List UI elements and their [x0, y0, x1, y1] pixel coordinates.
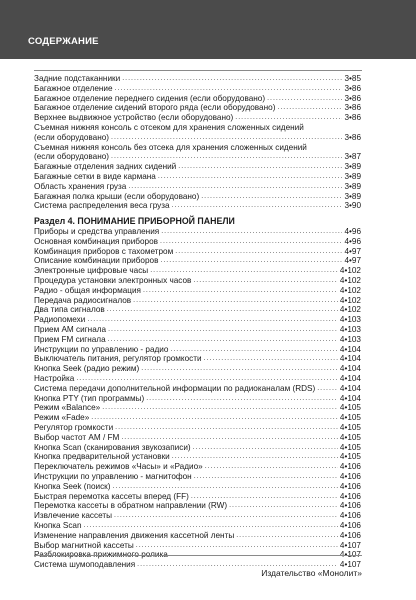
- toc-leader-dots: [172, 452, 338, 462]
- toc-leader-dots: [122, 74, 342, 84]
- toc-entry: [34, 227, 361, 237]
- toc-entry-title: Режим «Balance»: [34, 403, 101, 413]
- toc-entry-page: 3•85: [344, 74, 361, 83]
- toc-leader-dots: [115, 84, 343, 94]
- toc-entry-title: Система распределения веса груза: [34, 201, 170, 211]
- toc-leader-dots: [141, 364, 338, 374]
- toc-entry-title: Область хранения груза: [34, 181, 127, 191]
- toc-entry-page: 4•106: [339, 491, 361, 501]
- toc-entry: [34, 531, 361, 541]
- toc-entry-page: 4•106: [339, 520, 361, 530]
- toc-entry: [34, 462, 361, 472]
- toc-entry-page: 4•103: [339, 315, 361, 325]
- toc-entry: [34, 541, 361, 551]
- toc-entry-title: Инструкции по управлению - магнитофон: [34, 471, 192, 481]
- toc-entry-title: Багажные отделения задних сидений: [34, 162, 177, 172]
- toc-leader-dots: [128, 182, 342, 192]
- toc-leader-dots: [170, 345, 337, 355]
- toc-entry-title: (если оборудовано): [34, 152, 110, 162]
- toc-entry: [34, 276, 361, 286]
- toc-leader-dots: [115, 423, 338, 433]
- toc-entry: [34, 237, 361, 247]
- toc-leader-dots: [160, 237, 342, 247]
- toc-entry: [34, 256, 361, 266]
- section-4-title: Раздел 4. ПОНИМАНИЕ ПРИБОРНОЙ ПАНЕЛИ: [34, 216, 235, 226]
- toc-entry-title: Описание комбинации приборов: [34, 256, 159, 266]
- toc-entry: [34, 162, 361, 172]
- toc-entry-title: Режим «Fade»: [34, 413, 90, 423]
- toc-entry: [34, 305, 361, 315]
- toc-entry: [34, 413, 361, 423]
- toc-entry-page: 4•105: [339, 403, 361, 413]
- toc-entry-title: Электронные цифровые часы: [34, 266, 149, 276]
- toc-entry: [34, 247, 361, 257]
- toc-entry-page: 3•86: [344, 103, 361, 113]
- toc-entry: [34, 452, 361, 462]
- toc-leader-dots: [175, 247, 342, 257]
- toc-entry: [34, 501, 361, 511]
- toc-leader-dots: [191, 492, 338, 502]
- toc-entry-page: 4•104: [339, 393, 361, 403]
- toc-leader-dots: [111, 133, 342, 143]
- top-rule: [34, 70, 362, 71]
- toc-entry-page: 4•104: [339, 354, 361, 364]
- toc-entry-page: 4•107: [339, 540, 361, 550]
- toc-entry-page: 3•89: [344, 162, 361, 172]
- toc-entry-title: Два типа сигналов: [34, 305, 105, 315]
- toc-entry-title: Кнопка Scan (сканирования звукозаписи): [34, 442, 191, 452]
- toc-entry-page: 4•105: [339, 432, 361, 442]
- toc-entry-page: 4•103: [339, 324, 361, 334]
- section-4-block: [34, 215, 361, 227]
- toc-leader-dots: [236, 531, 338, 541]
- toc-entry-title: (если оборудовано): [34, 132, 110, 142]
- toc-entry: [34, 172, 361, 182]
- toc-leader-dots: [107, 305, 338, 315]
- toc-leader-dots: [121, 433, 338, 443]
- toc-entry-title: Задние подстаканники: [34, 74, 121, 83]
- toc-entry-page: 4•103: [339, 334, 361, 344]
- toc-entry-page: 4•107: [339, 560, 361, 570]
- toc-entry-page: 4•106: [339, 511, 361, 521]
- toc-entry: [34, 182, 361, 192]
- toc-leader-dots: [158, 172, 343, 182]
- toc-leader-dots: [76, 374, 338, 384]
- toc-entry-page: 4•102: [339, 305, 361, 315]
- toc-entry: [34, 103, 361, 113]
- toc-list-top: [34, 74, 361, 211]
- toc-entry-title: Изменение направления движения кассетной ленты: [34, 530, 235, 540]
- toc-leader-dots: [160, 256, 342, 266]
- toc-leader-dots: [111, 152, 342, 162]
- toc-entry: [34, 133, 361, 143]
- toc-entry-page: 4•104: [339, 364, 361, 374]
- toc-leader-dots: [143, 286, 338, 296]
- toc-leader-dots: [161, 227, 342, 237]
- toc-entry-page: 3•87: [344, 152, 361, 162]
- toc-leader-dots: [193, 276, 338, 286]
- toc-entry-page: 4•106: [339, 471, 361, 481]
- toc-entry-title: Багажные сетки в виде кармана: [34, 171, 156, 181]
- toc-entry-page: 4•106: [339, 530, 361, 540]
- toc-entry: [34, 143, 361, 153]
- toc-entry: [34, 201, 361, 211]
- toc-entry-title: Кнопка предварительной установки: [34, 452, 170, 462]
- toc-entry: [34, 394, 361, 404]
- toc-entry-page: 4•97: [344, 246, 361, 256]
- toc-leader-dots: [306, 123, 359, 133]
- toc-leader-dots: [194, 472, 338, 482]
- toc-entry: [34, 345, 361, 355]
- toc-entry-title: Настройка: [34, 373, 75, 383]
- toc-leader-dots: [150, 266, 338, 276]
- toc-entry: [34, 296, 361, 306]
- toc-leader-dots: [136, 541, 338, 551]
- toc-entry-title: Выключатель питания, регулятор громкости: [34, 354, 202, 364]
- toc-entry: [34, 335, 361, 345]
- toc-entry-page: 4•104: [339, 344, 361, 354]
- toc-entry: [34, 74, 361, 84]
- toc-entry: [34, 384, 361, 394]
- toc-entry: [34, 403, 361, 413]
- toc-leader-dots: [204, 354, 338, 364]
- toc-leader-dots: [235, 113, 342, 123]
- toc-entry: [34, 511, 361, 521]
- toc-entry-page: 4•102: [339, 266, 361, 276]
- toc-entry-title: Система передачи дополнительной информации по радиоканалам (RDS): [34, 383, 316, 393]
- toc-leader-dots: [133, 296, 338, 306]
- toc-entry-page: 4•104: [339, 373, 361, 383]
- toc-leader-dots: [87, 315, 338, 325]
- toc-entry-title: Система шумоподавления: [34, 560, 136, 570]
- toc-entry-title: Выбор частот AM / FM: [34, 432, 120, 442]
- toc-entry-title: Извлечение кассеты: [34, 511, 113, 521]
- toc-entry: [34, 482, 361, 492]
- toc-leader-dots: [277, 103, 342, 113]
- toc-entry-title: Основная комбинация приборов: [34, 236, 159, 246]
- toc-entry-title: Съемная нижняя консоль без отсека для хранения сложенных сидений: [34, 142, 307, 152]
- toc-leader-dots: [201, 192, 342, 202]
- toc-leader-dots: [108, 335, 338, 345]
- toc-entry-title: Передача радиосигналов: [34, 295, 132, 305]
- toc-leader-dots: [108, 325, 338, 335]
- header-bar: [0, 0, 416, 59]
- header-title: СОДЕРЖАНИЕ: [28, 36, 99, 47]
- toc-entry-page: 4•105: [339, 413, 361, 423]
- toc-entry-page: 3•89: [344, 191, 361, 201]
- toc-leader-dots: [267, 94, 342, 104]
- toc-entry: [34, 472, 361, 482]
- publisher-footer: Издательство «Монолит»: [261, 568, 362, 578]
- bottom-rule: [34, 555, 362, 556]
- toc-entry-page: 3•89: [344, 181, 361, 191]
- toc-leader-dots: [84, 521, 338, 531]
- toc-entry-page: 4•96: [344, 227, 361, 236]
- toc-entry: [34, 423, 361, 433]
- toc-entry-title: Кнопка PTY (тип программы): [34, 393, 145, 403]
- toc-entry: [34, 266, 361, 276]
- toc-entry: [34, 354, 361, 364]
- toc-entry: [34, 152, 361, 162]
- toc-entry-title: Багажное отделение: [34, 83, 113, 93]
- toc-entry-title: Верхнее выдвижное устройство (если оборудовано): [34, 113, 234, 123]
- toc-leader-dots: [317, 384, 338, 394]
- toc-entry-title: Выбор магнитной кассеты: [34, 540, 134, 550]
- toc-entry-page: 4•106: [339, 501, 361, 511]
- toc-entry-page: 3•86: [344, 113, 361, 123]
- toc-entry-title: Инструкции по управлению - радио: [34, 344, 169, 354]
- toc-entry-page: 4•96: [344, 236, 361, 246]
- toc-entry-title: Регулятор громкости: [34, 422, 114, 432]
- toc-entry-title: Приборы и средства управления: [34, 227, 160, 236]
- toc-entry-page: 3•89: [344, 171, 361, 181]
- toc-entry-page: 4•104: [339, 383, 361, 393]
- toc-entry-page: 3•86: [344, 83, 361, 93]
- toc-entry-title: Комбинация приборов с тахометром: [34, 246, 174, 256]
- toc-entry-title: Кнопка Seek (поиск): [34, 481, 111, 491]
- toc-entry: [34, 443, 361, 453]
- toc-leader-dots: [114, 511, 338, 521]
- toc-entry-page: 4•102: [339, 275, 361, 285]
- toc-leader-dots: [146, 394, 338, 404]
- toc-entry-title: Радиопомехи: [34, 315, 86, 325]
- toc-leader-dots: [113, 482, 338, 492]
- toc-entry-title: Процедура установки электронных часов: [34, 275, 192, 285]
- toc-entry-title: Радио - общая информация: [34, 285, 141, 295]
- toc-entry: [34, 123, 361, 133]
- toc-entry-title: Быстрая перемотка кассеты вперед (FF): [34, 491, 189, 501]
- toc-entry: [34, 364, 361, 374]
- toc-entry-page: 4•106: [339, 481, 361, 491]
- toc-entry-page: 4•97: [344, 256, 361, 266]
- toc-entry: [34, 325, 361, 335]
- toc-entry-page: 4•105: [339, 452, 361, 462]
- toc-entry-page: 3•86: [344, 132, 361, 142]
- toc-entry-page: 3•86: [344, 93, 361, 103]
- toc-entry-title: Прием AM сигнала: [34, 324, 107, 334]
- toc-leader-dots: [193, 443, 338, 453]
- toc-entry-title: Переключатель режимов «Часы» и «Радио»: [34, 462, 203, 472]
- toc-list-section-4: [34, 227, 361, 570]
- toc-entry: [34, 94, 361, 104]
- toc-entry-title: Багажное отделение сидений второго ряда (если оборудовано): [34, 103, 276, 113]
- toc-entry: [34, 192, 361, 202]
- toc-entry-title: Багажное отделение переднего сидения (если оборудовано): [34, 93, 266, 103]
- toc-entry-page: 4•102: [339, 295, 361, 305]
- toc-entry: [34, 433, 361, 443]
- toc-entry-title: Багажная полка крыши (если оборудовано): [34, 191, 200, 201]
- toc-entry-page: 4•105: [339, 422, 361, 432]
- toc-entry: [34, 315, 361, 325]
- toc-entry: [34, 374, 361, 384]
- toc-entry: [34, 492, 361, 502]
- toc-entry-title: Перемотка кассеты в обратном направлении (RW): [34, 501, 228, 511]
- toc-entry: [34, 84, 361, 94]
- toc-leader-dots: [205, 462, 338, 472]
- toc-entry-title: Кнопка Seek (радио режим): [34, 364, 140, 374]
- toc-leader-dots: [229, 501, 338, 511]
- toc-leader-dots: [91, 413, 338, 423]
- toc-entry-title: Кнопка Scan: [34, 520, 82, 530]
- toc-entry-page: 4•102: [339, 285, 361, 295]
- toc-leader-dots: [102, 403, 338, 413]
- toc-entry-page: 4•106: [339, 462, 361, 472]
- toc-entry: [34, 113, 361, 123]
- toc-leader-dots: [309, 143, 359, 153]
- toc-entry-page: 3•90: [344, 201, 361, 211]
- toc-leader-dots: [172, 201, 343, 211]
- toc-entry-title: Прием FM сигнала: [34, 334, 106, 344]
- toc-entry-title: Съемная нижняя консоль с отсеком для хранения сложенных сидений: [34, 122, 304, 132]
- toc-leader-dots: [178, 162, 342, 172]
- toc-entry-page: 4•107: [339, 550, 361, 560]
- toc-entry: [34, 521, 361, 531]
- toc-entry-title: Разблокировка прижимного ролика: [34, 550, 168, 560]
- toc-entry: [34, 286, 361, 296]
- toc-entry-page: 4•105: [339, 442, 361, 452]
